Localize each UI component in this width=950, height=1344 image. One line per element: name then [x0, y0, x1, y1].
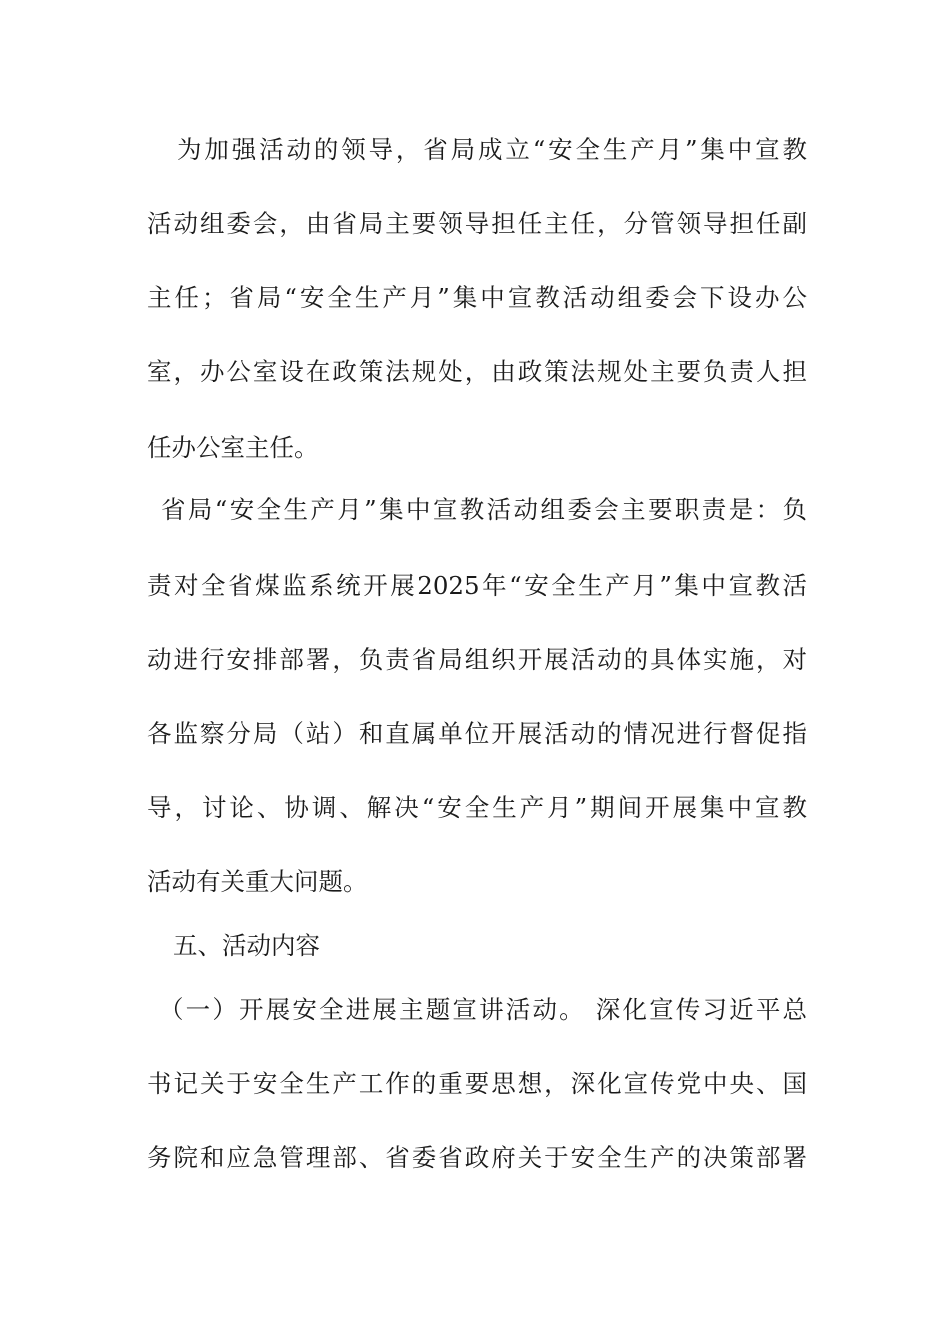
- paragraph-2-line-5: 导，讨论、协调、解决“安全生产月”期间开展集中宣教: [147, 793, 807, 822]
- paragraph-1-line-5: 任办公室主任。: [147, 433, 319, 462]
- paragraph-1-line-2: 活动组委会，由省局主要领导担任主任，分管领导担任副: [147, 209, 807, 238]
- paragraph-1-line-3: 主任；省局“安全生产月”集中宣教活动组委会下设办公: [147, 283, 807, 312]
- paragraph-2-line-1: 省局“安全生产月”集中宣教活动组委会主要职责是：负: [161, 495, 807, 524]
- paragraph-1-line-4: 室，办公室设在政策法规处，由政策法规处主要负责人担: [147, 357, 807, 386]
- paragraph-2-line-3: 动进行安排部署，负责省局组织开展活动的具体实施，对: [147, 645, 807, 674]
- paragraph-2-line-6: 活动有关重大问题。: [147, 867, 368, 896]
- section-heading-activity-content: 五、活动内容: [173, 931, 320, 960]
- paragraph-3-line-2: 书记关于安全生产工作的重要思想，深化宣传党中央、国: [147, 1069, 807, 1098]
- paragraph-2-line-2: 责对全省煤监系统开展2025年“安全生产月”集中宣教活: [147, 571, 807, 600]
- paragraph-1-line-1: 为加强活动的领导，省局成立“安全生产月”集中宣教: [177, 135, 807, 164]
- paragraph-3-line-1: （一）开展安全进展主题宣讲活动。 深化宣传习近平总: [159, 995, 807, 1024]
- paragraph-2-line-4: 各监察分局（站）和直属单位开展活动的情况进行督促指: [147, 719, 807, 748]
- paragraph-3-line-3: 务院和应急管理部、省委省政府关于安全生产的决策部署: [147, 1143, 807, 1172]
